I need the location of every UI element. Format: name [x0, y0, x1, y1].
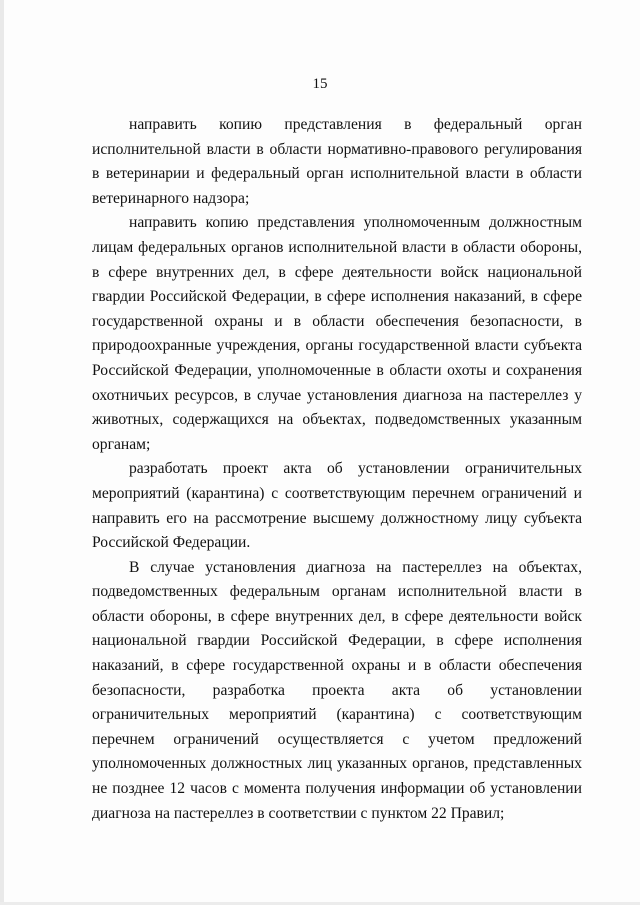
page-number: 15 — [312, 76, 328, 92]
document-body — [92, 113, 582, 826]
paragraph-1: направить копию представления в федеральный орган исполнительной власти в области нормативно-правового регулирования в ветеринарии и федеральный орган исполнительной власти в области ветеринарного надзора; — [92, 116, 582, 207]
paragraph-3: разработать проект акта об установлении ограничительных мероприятий (карантина) с соответствующим перечнем ограничений и направить его на рассмотрение высшему должностному лицу субъекта Российской Федерации. — [92, 460, 582, 552]
paragraph-4: В случае установления диагноза на пастереллез на объектах, подведомственных федеральным органам исполнительной власти в области обороны, в сфере внутренних дел, в сфере деятельности войск национальной гвардии Российской Федерации, в сфере исполнения наказаний, в сфере государственной охраны и в области обеспечения безопасности, разработка проекта акта об установлении ограничительных мероприятий (карантина) с соответствующим перечнем ограничений осуществляется с учетом предложений уполномоченных должностных лиц указанных органов, представленных не позднее 12 часов с момента получения информации об установлении диагноза на пастереллез в соответствии с пунктом 22 Правил; — [92, 558, 582, 822]
paragraph-2: направить копию представления уполномоченным должностным лицам федеральных органов исполнительной власти в области обороны, в сфере внутренних дел, в сфере деятельности войск национальной гвардии Российской Федерации, в сфере исполнения наказаний, в сфере государственной охраны и в области обеспечения безопасности, в природоохранные учреждения, органы государственной власти субъекта Российской Федерации, уполномоченные в области охоты и сохранения охотничьих ресурсов, в случае установления диагноза на пастереллез у животных, содержащихся на объектах, подведомственных указанным органам; — [92, 214, 582, 453]
scan-edge-left — [0, 0, 4, 905]
